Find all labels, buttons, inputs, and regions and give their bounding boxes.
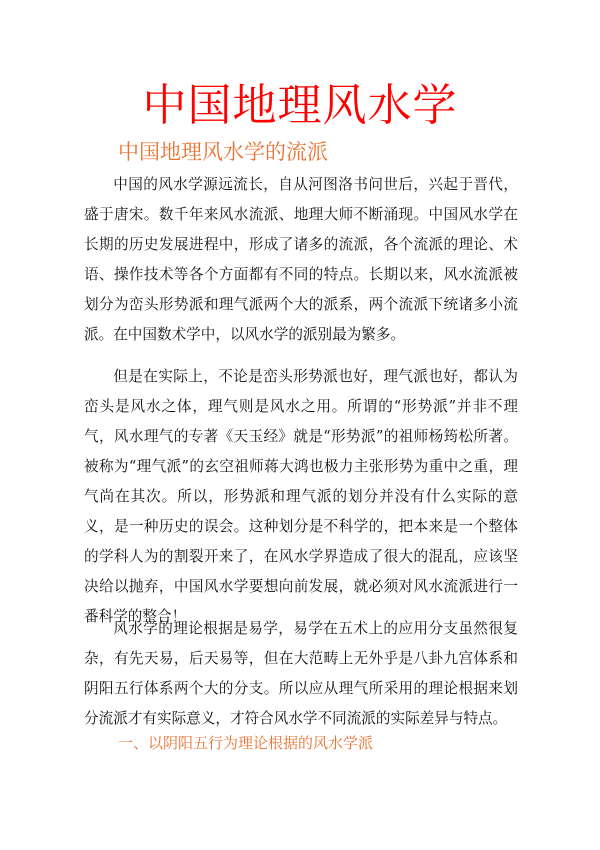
section-subtitle: 中国地理风水学的流派	[118, 140, 328, 164]
section-heading: 一、以阴阳五行为理论根据的风水学派	[118, 734, 374, 752]
paragraph-1: 中国的风水学源远流长，自从河图洛书问世后，兴起于晋代，盛于唐宋。数千年来风水流派、地理大师不断涌现。中国风水学在长期的历史发展进程中，形成了诸多的流派，各个流派的理论、术语、操作技术等各个方面都有不同的特点。长期以来，风水流派被划分为峦头形势派和理气派两个大的派系，两个流派下统诸多小流派。在中国数术学中，以风水学的派别最为繁多。	[84, 176, 518, 343]
paragraph-3: 风水学的理论根据是易学，易学在五术上的应用分支虽然很复杂，有先天易，后天易等，但在大范畴上无外乎是八卦九宫体系和阴阳五行体系两个大的分支。所以应从理气所采用的理论根据来划分流派才有实际意义，才符合风水学不同流派的实际差异与特点。	[84, 620, 518, 727]
paragraph-2: 但是在实际上，不论是峦头形势派也好，理气派也好，都认为峦头是风水之体，理气则是风水之用。所谓的“形势派”并非不理气，风水理气的专著《天玉经》就是“形势派”的祖师杨筠松所著。被称为“理气派”的玄空祖师蒋大鸿也极力主张形势为重中之重，理气尚在其次。所以，形势派和理气派的划分并没有什么实际的意义，是一种历史的误会。这种划分是不科学的，把本来是一个整体的学科人为的割裂开来了，在风水学界造成了很大的混乱，应该坚决给以抛弃，中国风水学要想向前发展，就必须对风水流派进行一番科学的整合！	[84, 368, 518, 625]
page-title: 中国地理风水学	[142, 80, 458, 131]
